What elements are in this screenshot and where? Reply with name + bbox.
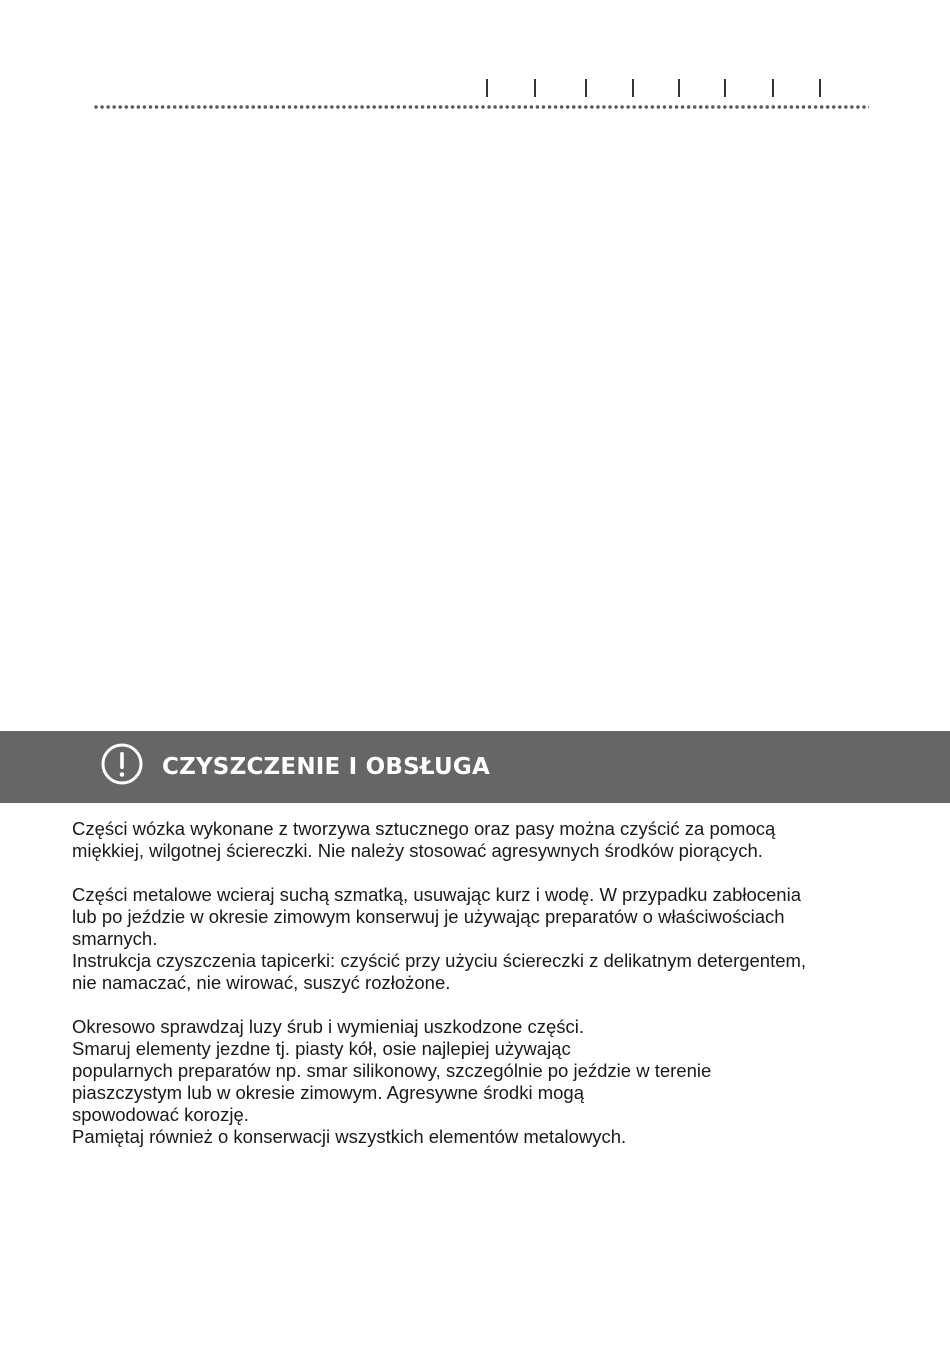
text-line: spowodować korozję. (72, 1104, 249, 1125)
tick-mark (486, 79, 488, 97)
instructions-body (72, 818, 912, 1148)
tick-mark (678, 79, 680, 97)
text-line: nie namaczać, nie wirować, suszyć rozłożone. (72, 972, 451, 993)
tick-mark (819, 79, 821, 97)
tick-mark (724, 79, 726, 97)
exclamation-circle-icon (101, 743, 143, 785)
text-line: Okresowo sprawdzaj luzy śrub i wymieniaj uszkodzone części. (72, 1016, 585, 1037)
header-tick-marks (0, 79, 950, 97)
tick-mark (585, 79, 587, 97)
paragraph-plastic-parts (72, 818, 912, 862)
dotted-divider (93, 104, 869, 110)
text-line: Części metalowe wcieraj suchą szmatką, usuwając kurz i wodę. W przypadku zabłocenia (72, 884, 801, 905)
section-title: CZYSZCZENIE I OBSŁUGA (162, 754, 490, 780)
text-line: lub po jeździe w okresie zimowym konserwuj je używając preparatów o właściwościach (72, 906, 785, 927)
text-line: miękkiej, wilgotnej ściereczki. Nie należy stosować agresywnych środków piorących. (72, 840, 763, 861)
paragraph-metal-and-upholstery (72, 884, 912, 994)
text-line: Instrukcja czyszczenia tapicerki: czyścić przy użyciu ściereczki z delikatnym detergentem, (72, 950, 807, 971)
paragraph-maintenance (72, 1016, 912, 1148)
tick-mark (772, 79, 774, 97)
tick-mark (534, 79, 536, 97)
section-banner (0, 731, 950, 803)
text-line: Części wózka wykonane z tworzywa sztucznego oraz pasy można czyścić za pomocą (72, 818, 776, 839)
text-line: Smaruj elementy jezdne tj. piasty kół, osie najlepiej używając (72, 1038, 571, 1059)
text-line: piaszczystym lub w okresie zimowym. Agresywne środki mogą (72, 1082, 584, 1103)
text-line: Pamiętaj również o konserwacji wszystkich elementów metalowych. (72, 1126, 627, 1147)
tick-mark (632, 79, 634, 97)
text-line: smarnych. (72, 928, 158, 949)
text-line: popularnych preparatów np. smar silikonowy, szczególnie po jeździe w terenie (72, 1060, 712, 1081)
